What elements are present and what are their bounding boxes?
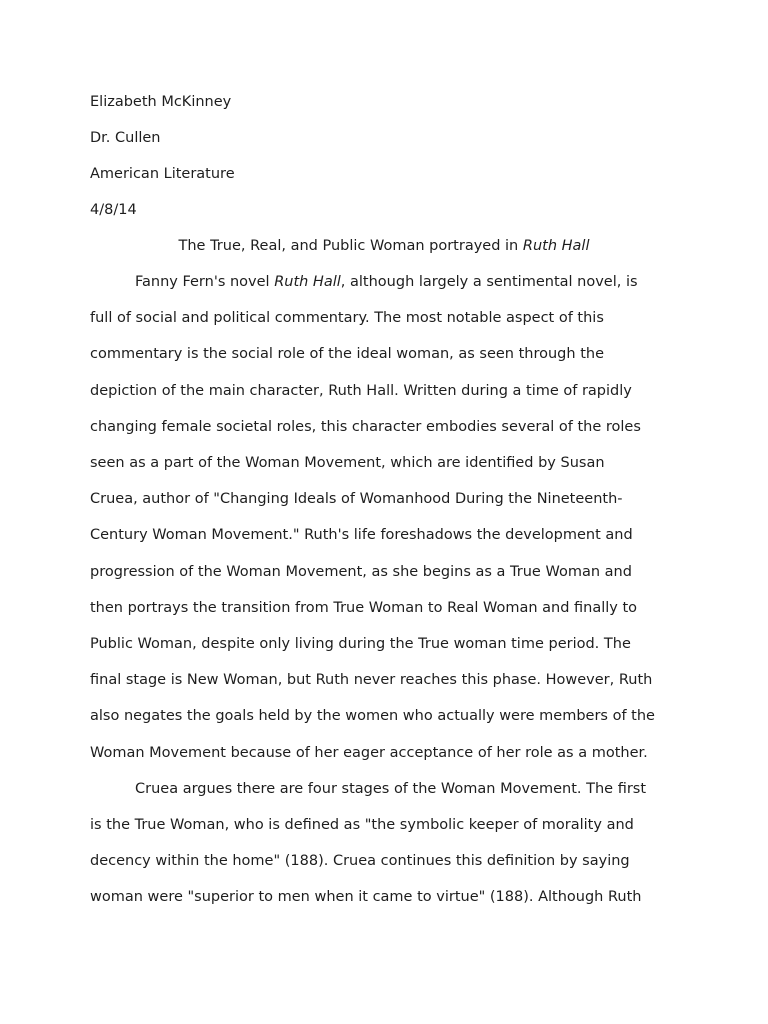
paragraph-1: [90, 264, 682, 771]
paragraph-1-line: depiction of the main character, Ruth Hall. Written during a time of rapidly: [90, 382, 632, 399]
paragraph-2-line: woman were "superior to men when it came to virtue" (188). Although Ruth: [90, 889, 642, 906]
paragraph-1-line: final stage is New Woman, but Ruth never reaches this phase. However, Ruth: [90, 672, 653, 689]
paragraph-1-line-1-post: , although largely a sentimental novel, is: [340, 274, 638, 290]
paragraph-2-line: is the True Woman, who is defined as "the symbolic keeper of morality and: [90, 817, 634, 834]
essay-title-text: The True, Real, and Public Woman portrayed in: [178, 238, 523, 254]
essay-title-italic: Ruth Hall: [522, 238, 590, 254]
essay-title: [0, 236, 768, 256]
paragraph-1-line: seen as a part of the Woman Movement, which are identified by Susan: [90, 455, 605, 472]
course-name: American Literature: [90, 166, 235, 182]
essay-date: 4/8/14: [90, 202, 137, 218]
paragraph-1-line: also negates the goals held by the women who actually were members of the: [90, 708, 655, 725]
paragraph-1-line: [90, 264, 682, 300]
essay-body: [90, 264, 682, 916]
paragraph-1-line-1-pre: Fanny Fern's novel: [135, 274, 275, 290]
paragraph-1-line: full of social and political commentary. The most notable aspect of this: [90, 310, 604, 327]
paragraph-2-line: Cruea argues there are four stages of the Woman Movement. The first: [135, 780, 647, 797]
paragraph-1-line: changing female societal roles, this character embodies several of the roles: [90, 418, 641, 435]
paragraph-1-line: commentary is the social role of the ideal woman, as seen through the: [90, 346, 604, 363]
paragraph-1-line: Cruea, author of "Changing Ideals of Womanhood During the Nineteenth-: [90, 491, 623, 508]
paragraph-1-line: Woman Movement because of her eager acceptance of her role as a mother.: [90, 744, 648, 761]
paragraph-1-line: Public Woman, despite only living during the True woman time period. The: [90, 636, 631, 653]
paragraph-2-line: decency within the home" (188). Cruea continues this definition by saying: [90, 853, 630, 870]
paragraph-1-line: then portrays the transition from True Woman to Real Woman and finally to: [90, 599, 638, 616]
instructor-name: Dr. Cullen: [90, 130, 161, 146]
paragraph-2: [90, 771, 682, 916]
paragraph-1-line-1-italic: Ruth Hall: [274, 274, 341, 290]
author-name: Elizabeth McKinney: [90, 94, 232, 110]
paragraph-1-line: progression of the Woman Movement, as she begins as a True Woman and: [90, 563, 632, 580]
paragraph-1-line: Century Woman Movement." Ruth's life foreshadows the development and: [90, 527, 633, 544]
